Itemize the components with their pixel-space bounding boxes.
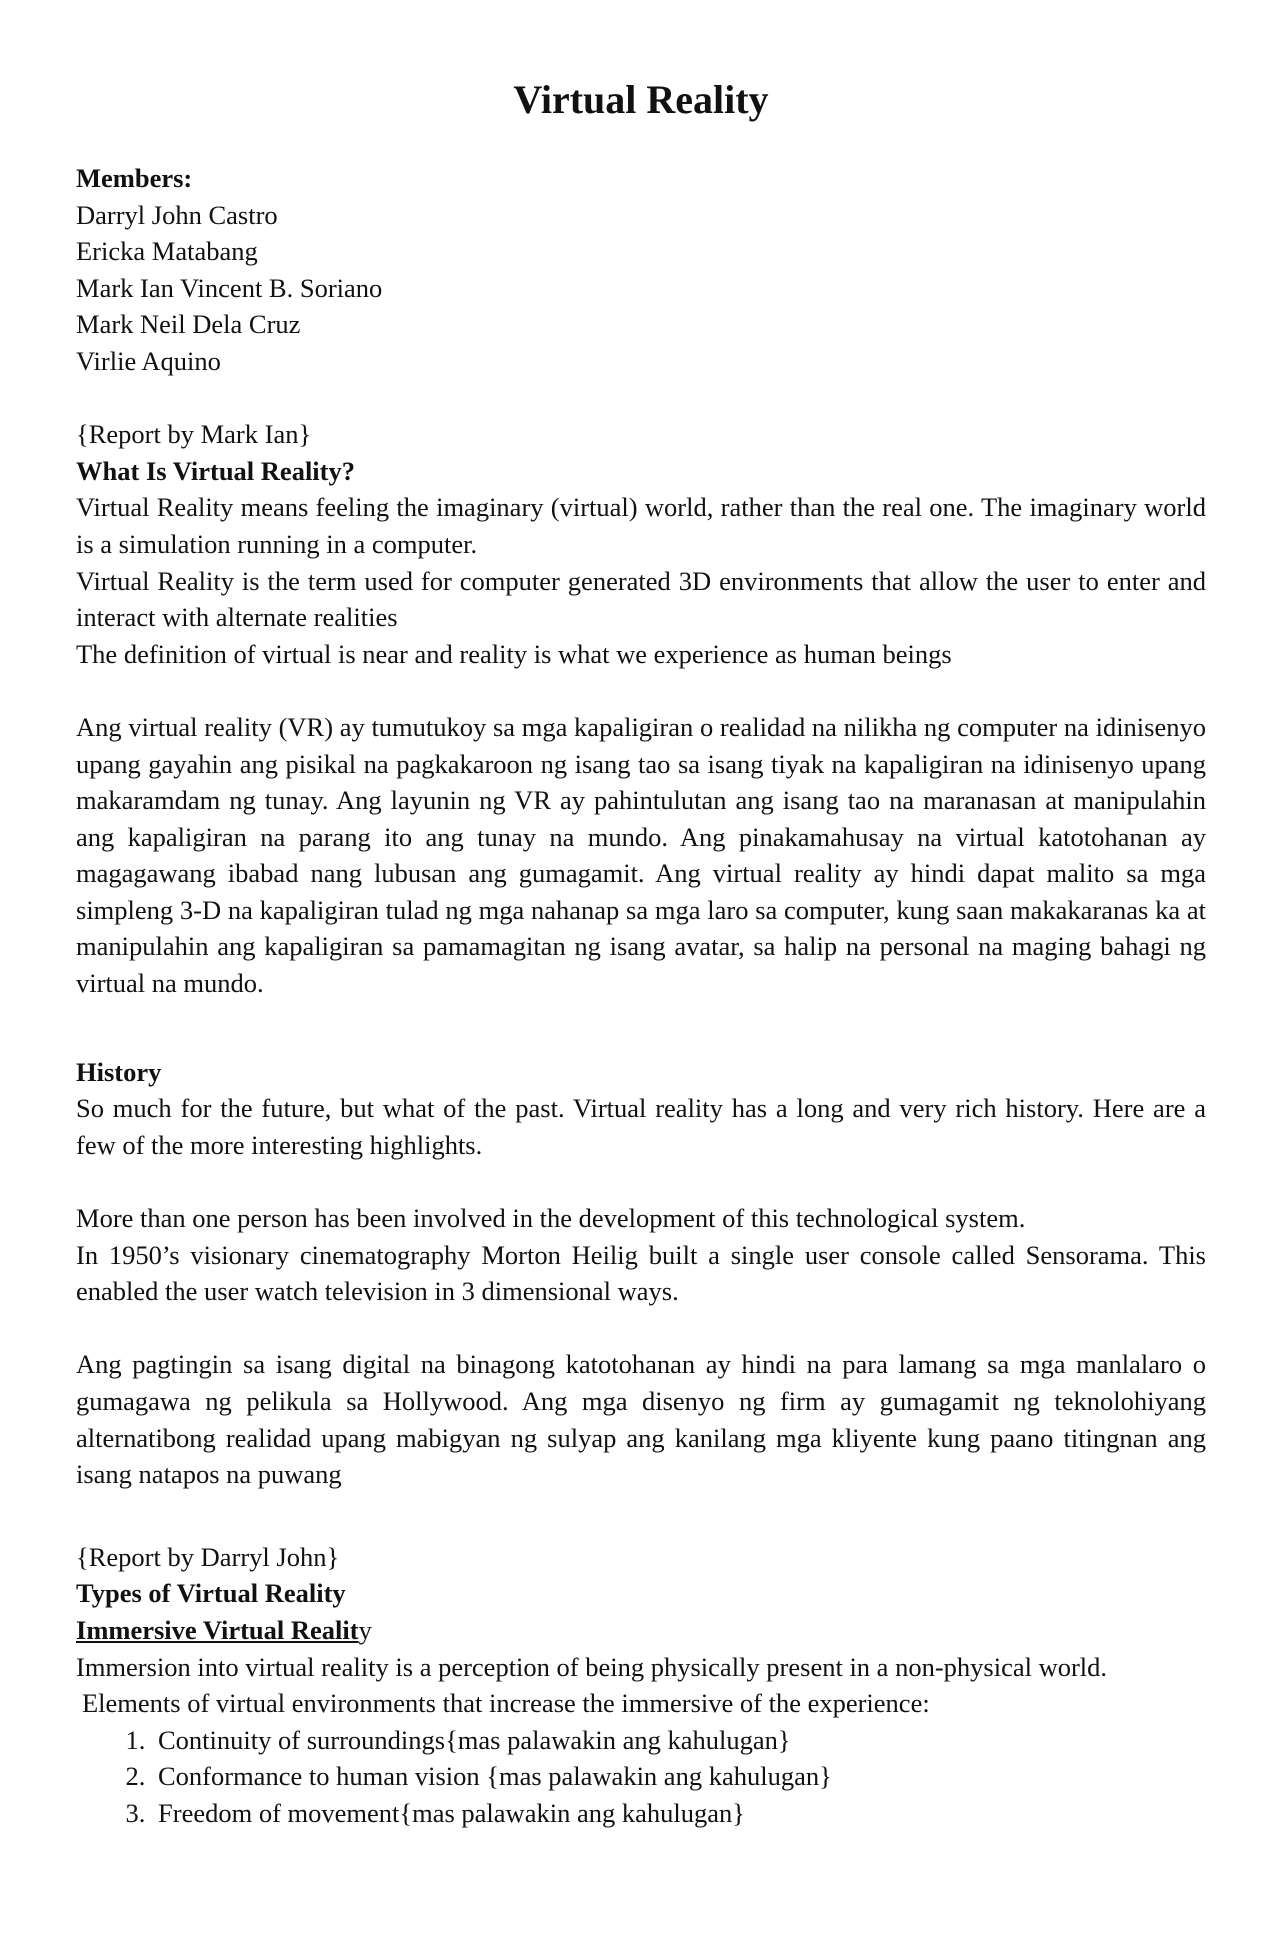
section-heading-what-is-vr: What Is Virtual Reality? xyxy=(76,455,355,486)
member-name: Ericka Matabang xyxy=(76,236,258,267)
paragraph-filipino: Ang pagtingin sa isang digital na binagong katotohanan ay hindi na para lamang sa mga manlalaro o gumagawa ng pelikula sa Hollywood. Ang mga disenyo ng firm ay gumagamit ng teknolohiyang alternatibong realidad upang mabigyan ng sulyap ang kanilang mga kliyente kung paano titingnan ang isang natapos na puwang xyxy=(76,1349,1206,1490)
list-item: 2. Conformance to human vision {mas palawakin ang kahulugan} xyxy=(152,1758,1206,1795)
subheading-immersive-tail: y xyxy=(358,1614,372,1645)
report-by-label: {Report by Mark Ian} xyxy=(76,419,312,450)
section-heading-types: Types of Virtual Reality xyxy=(76,1578,346,1609)
paragraph: Virtual Reality means feeling the imaginary (virtual) world, rather than the real one. The imaginary world is a simulation running in a computer. xyxy=(76,492,1206,559)
spacer xyxy=(76,1493,1206,1539)
members-heading: Members: xyxy=(76,163,193,193)
member-name: Darryl John Castro xyxy=(76,199,278,230)
paragraph: The definition of virtual is near and reality is what we experience as human beings xyxy=(76,638,952,669)
spacer xyxy=(76,380,1206,417)
elements-intro: Elements of virtual environments that increase the immersive of the experience: xyxy=(82,1688,930,1719)
paragraph: In 1950’s visionary cinematography Morton Heilig built a single user console called Sensorama. This enabled the user watch television in 3 dimensional ways. xyxy=(76,1239,1206,1307)
spacer xyxy=(76,672,1206,709)
paragraph: Virtual Reality is the term used for computer generated 3D environments that allow the user to enter and interact with alternate realities xyxy=(76,565,1206,633)
spacer xyxy=(76,1002,1206,1054)
spacer xyxy=(76,1163,1206,1200)
document-title: Virtual Reality xyxy=(513,77,769,122)
section-heading-history: History xyxy=(76,1056,162,1087)
member-name: Virlie Aquino xyxy=(76,345,221,376)
paragraph: So much for the future, but what of the past. Virtual reality has a long and very rich history. Here are a few of the more interesting highlights. xyxy=(76,1093,1206,1160)
paragraph-filipino: Ang virtual reality (VR) ay tumutukoy sa mga kapaligiran o realidad na nilikha ng computer na idinisenyo upang gayahin ang pisikal na pagkakaroon ng isang tao sa isang tiyak na kapaligiran na idinisenyo upang makaramdam ng tunay. Ang layunin ng VR ay pahintulutan ang isang tao na maranasan at manipulahin ang kapaligiran na parang ito ang tunay na mundo. Ang pinakamahusay na virtual katotohanan ay magagawang ibabad nang lubusan ang gumagamit. Ang virtual reality ay hindi dapat malito sa mga simpleng 3-D na kapaligiran tulad ng mga nahanap sa mga laro sa computer, kung saan makakaranas ka at manipulahin ang kapaligiran sa pamamagitan ng isang avatar, sa halip na personal na maging bahagi ng virtual na mundo. xyxy=(76,711,1206,999)
list-item: 1. Continuity of surroundings{mas palawakin ang kahulugan} xyxy=(152,1722,1206,1759)
report-by-label: {Report by Darryl John} xyxy=(76,1541,340,1572)
elements-list xyxy=(76,1722,1206,1832)
paragraph: Immersion into virtual reality is a perception of being physically present in a non-physical world. xyxy=(76,1651,1108,1682)
paragraph: More than one person has been involved in the development of this technological system. xyxy=(76,1203,1026,1234)
member-name: Mark Neil Dela Cruz xyxy=(76,309,301,340)
spacer xyxy=(76,1310,1206,1347)
subheading-immersive xyxy=(76,1612,1206,1649)
document-body xyxy=(76,160,1206,1832)
list-item: 3. Freedom of movement{mas palawakin ang kahulugan} xyxy=(152,1795,1206,1832)
subheading-immersive-underlined: Immersive Virtual Realit xyxy=(76,1614,359,1645)
member-name: Mark Ian Vincent B. Soriano xyxy=(76,272,383,303)
